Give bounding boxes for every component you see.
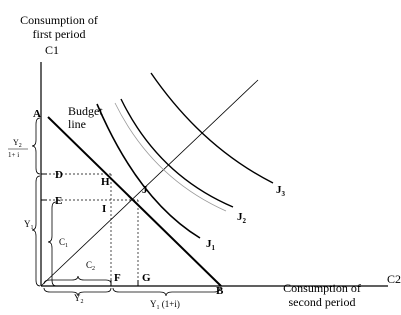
- curve-label-j3: $J_3$: [276, 184, 285, 198]
- point-label-h: H: [101, 176, 110, 188]
- brace-label-y1: $Y_1$: [24, 219, 34, 231]
- budget-line-label-1: Budget: [68, 104, 103, 118]
- brace-label-y2-over-1pi-bottom: 1+ i: [8, 151, 20, 159]
- y-axis-symbol: C1: [44, 43, 60, 57]
- brace-label-c2: $C_2$: [86, 260, 96, 272]
- brace-label-y2-over-1pi-top: $Y_2$: [13, 138, 22, 149]
- brace-label-c1: $C_1$: [59, 237, 69, 249]
- point-label-f: F: [114, 272, 121, 284]
- point-label-a: A: [33, 108, 41, 120]
- point-label-b: B: [216, 285, 224, 297]
- indifference-curve-j2: [121, 99, 233, 207]
- curve-label-j2: $J_2$: [237, 211, 246, 225]
- brace-label-y1-1pi: $Y_1$ (1+i): [150, 299, 180, 311]
- y-axis-title-line1: Consumption of: [20, 13, 98, 27]
- brace-label-y2: $Y_2$: [74, 293, 84, 305]
- point-label-j: J: [142, 184, 148, 196]
- budget-line: [48, 117, 221, 286]
- braces: [32, 118, 220, 296]
- x-axis-title-line2: second period: [288, 295, 356, 309]
- curve-label-j1: $J_1$: [206, 238, 215, 252]
- point-label-i: I: [102, 203, 107, 215]
- x-axis-title-line1: Consumption of: [283, 281, 361, 295]
- point-label-g: G: [142, 272, 151, 284]
- budget-line-label-2: line: [68, 117, 86, 131]
- y-axis-title-line2: first period: [32, 27, 86, 41]
- x-axis-symbol: C2: [387, 272, 401, 286]
- point-label-e: E: [55, 195, 63, 207]
- point-label-d: D: [55, 169, 63, 181]
